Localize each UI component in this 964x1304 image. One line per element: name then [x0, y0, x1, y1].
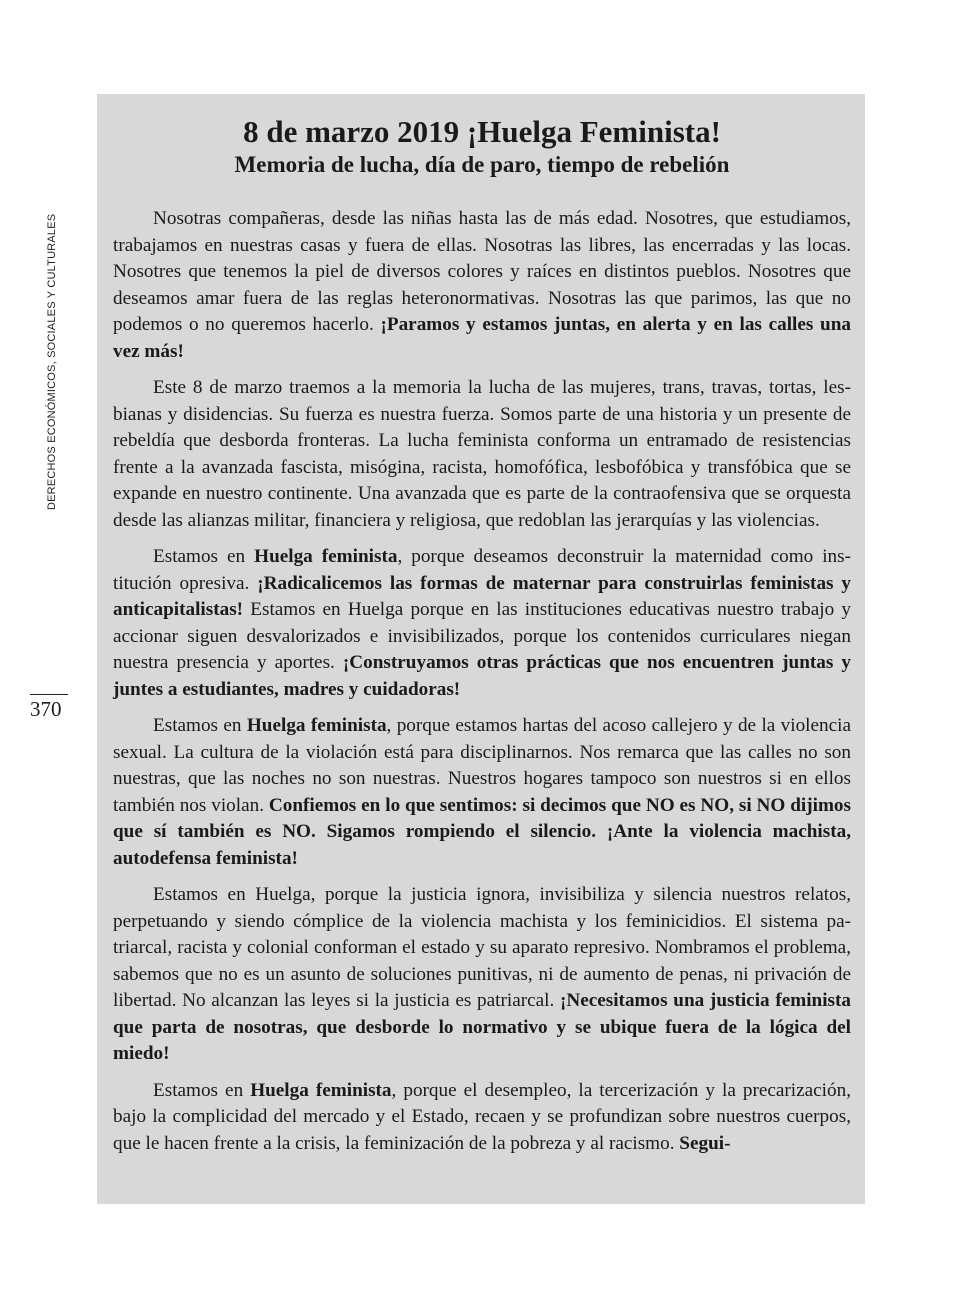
paragraph — [113, 375, 851, 534]
running-header: DERECHOS ECONÓMICOS, SOCIALES Y CULTURALES — [46, 213, 58, 510]
page-subtitle: Memoria de lucha, día de paro, tiempo de rebelión — [234, 152, 730, 177]
bold-text: ¡Necesitamos una justicia feminista que parta de nosotras, que desborde lo normativo y se ubique fuera de la lógica del miedo! — [113, 990, 851, 1064]
text-run: , porque deseamos deconstruir la maternidad como institución opresiva. — [113, 546, 851, 594]
text-run: Estamos en — [153, 1079, 251, 1101]
text-run: Nosotras compañeras, desde las niñas hasta las de más edad. Nosotres, que estudiamos, trabajamos en nuestras casas y fuera de ellas. Nosotras las libres, las encerradas y las locas. Nosotres que tenemos la piel de diversos colores y raíces en distintos pueblos. Nosotres que deseamos amar fuera de las reglas heteronormativas. Nosotras las que parimos, las que no podemos o no queremos hacerlo. — [113, 208, 851, 335]
text-run: Estamos en — [153, 546, 255, 567]
bold-text: Segui- — [679, 1132, 731, 1154]
text-run: Estamos en Huelga porque en las instituciones educativas nuestro trabajo y accionar siguen desvalorizados e invisibilizados, porque los contenidos curriculares niegan nuestra presencia y aportes. — [113, 599, 851, 673]
paragraph — [113, 206, 851, 365]
bold-text: Huelga feminista — [250, 1079, 392, 1101]
text-run: Este 8 de marzo traemos a la memoria la lucha de las mujeres, trans, travas, tortas, lesbianas y disidencias. Su fuerza es nuestra fuerza. Somos parte de una historia y un presente de rebeldía que desborda fronteras. La lucha feminista conforma un entramado de resistencias frente a la avanzada fascista, misógina, racista, homofófica, lesbofóbica y transfóbica que se expande en nuestro continente. Una avanzada que es parte de la contraofensiva que se orquesta desde las alianzas militar, financiera y religiosa, que redoblan las jerarquías y las violencias. — [113, 377, 851, 531]
bold-text: Huelga feminista — [246, 715, 387, 736]
paragraph — [113, 544, 851, 703]
text-box — [97, 94, 865, 1204]
page-number-rule — [30, 694, 68, 695]
text-run: Estamos en Huelga, porque la justicia ignora, invisibiliza y silencia nuestros relatos, perpetuando y siendo cómplice de la violencia machista y los feminicidios. El sistema patriarcal, racista y colonial conforman el estado y su aparato represivo. Nombramos el problema, sabemos que no es un asunto de soluciones punitivas, ni de aumento de penas, ni privación de libertad. No alcanzan las leyes si la justicia es patriarcal. — [113, 884, 851, 1011]
bold-text: Huelga feminista — [254, 546, 398, 567]
paragraph — [113, 882, 851, 1068]
text-run: , porque estamos hartas del acoso callejero y de la violencia sexual. La cultura de la violación está para disciplinarnos. Nos remarca que las calles no son nuestras, que las noches no son nuestras. Nuestros hogares tampoco son nuestros si en ellos también nos violan. — [113, 715, 851, 816]
bold-text: ¡Radicalicemos las formas de maternar para construirlas feministas y anticapitalistas! — [113, 572, 852, 620]
text-run: Estamos en — [153, 715, 247, 736]
paragraph — [113, 1078, 851, 1158]
bold-text: ¡Construyamos otras prácticas que nos encuentren juntas y juntes a estudiantes, madres y cuidadoras! — [113, 652, 851, 700]
page-title: 8 de marzo 2019 ¡Huelga Feminista! — [243, 114, 721, 149]
paragraph — [113, 713, 851, 872]
bold-text: Confiemos en lo que sentimos: si decimos que NO es NO, si NO dijimos que sí también es NO. Sigamos rompiendo el silencio. ¡Ante la violencia machista, autodefensa feminista! — [113, 794, 851, 869]
page-number: 370 — [30, 697, 62, 721]
text-run: , porque el desempleo, la tercerización y la precarización, bajo la complicidad del mercado y el Estado, recaen y se profundizan sobre nuestros cuerpos, que le hacen frente a la crisis, la feminización de la pobreza y al racismo. — [113, 1079, 851, 1154]
bold-text: ¡Paramos y estamos juntas, en alerta y en las calles una vez más! — [113, 314, 851, 362]
